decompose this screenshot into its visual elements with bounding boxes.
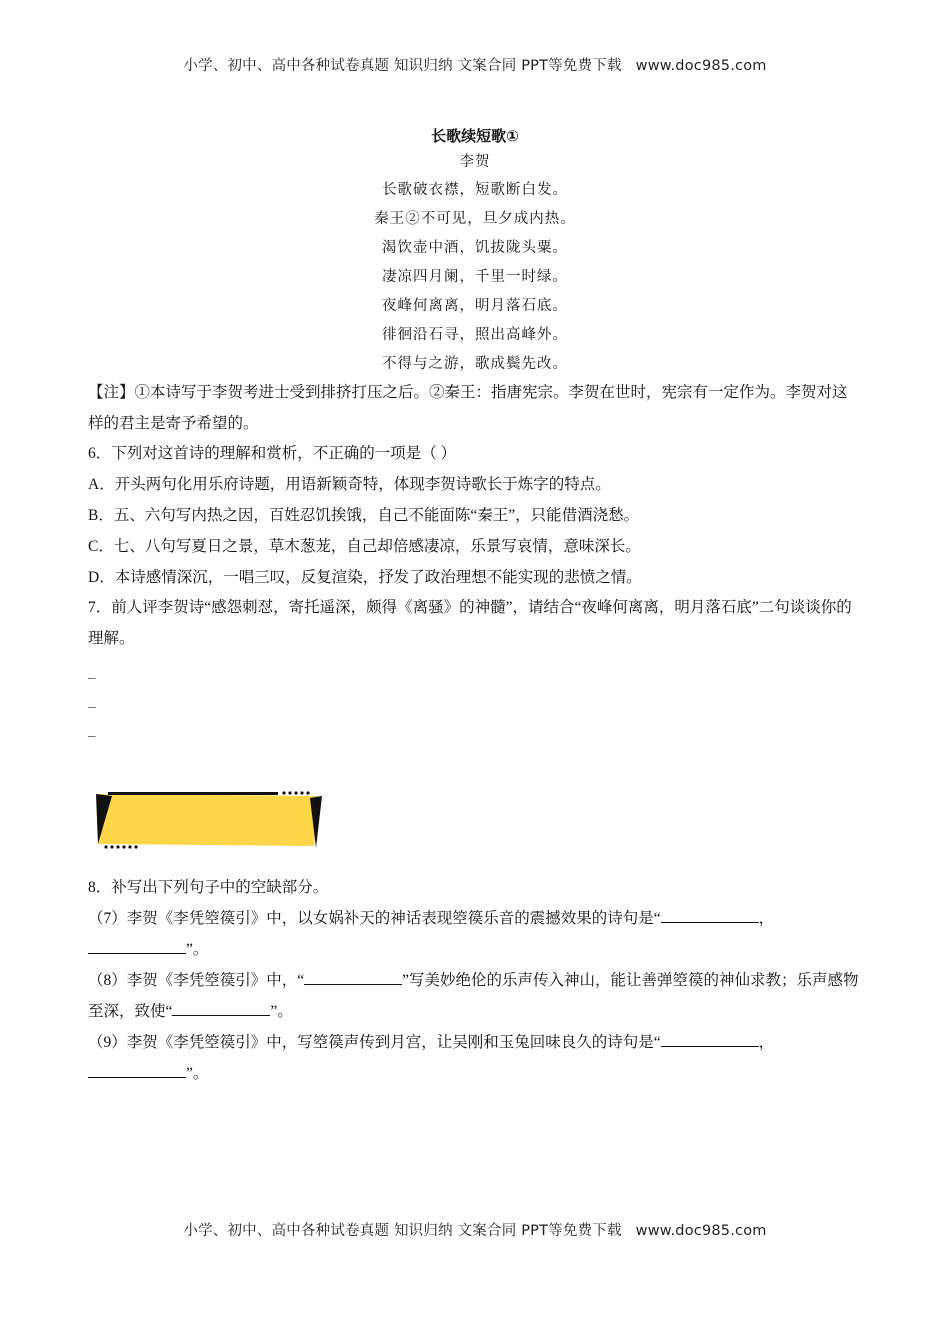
- poem-line: 夜峰何离离，明月落石底。: [382, 298, 568, 314]
- banner-dot: [128, 845, 131, 848]
- footer-text: 小学、初中、高中各种试卷真题 知识归纳 文案合同 PPT等免费下载: [183, 1223, 622, 1239]
- question-6-stem: 6．下列对这首诗的理解和赏析，不正确的一项是（ ）: [88, 445, 457, 462]
- answer-blank[interactable]: [661, 904, 759, 923]
- answer-line: _: [88, 661, 96, 679]
- banner-dot: [122, 845, 125, 848]
- banner-dot: [110, 845, 113, 848]
- question-8: [88, 872, 863, 1089]
- poem-line: 长歌破衣襟，短歌断白发。: [382, 182, 568, 198]
- question-8-stem: 8．补写出下列句子中的空缺部分。: [88, 879, 329, 896]
- note-text: ①本诗写于李贺考进士受到排挤打压之后。②秦王：指唐宪宗。李贺在世时，宪宗有一定作为。李贺对这样的君主是寄予希望的。: [88, 384, 848, 432]
- option-c: C．七、八句写夏日之景，草木葱茏，自己却倍感凄凉，乐景写哀情，意味深长。: [88, 538, 641, 555]
- option-a: A．开头两句化用乐府诗题，用语新颖奇特，体现李贺诗歌长于炼字的特点。: [88, 476, 611, 493]
- answer-blank[interactable]: [172, 997, 270, 1016]
- banner-dot: [306, 791, 309, 794]
- footer-site-link[interactable]: www.doc985.com: [635, 1223, 767, 1239]
- answer-line: _: [88, 719, 96, 737]
- answer-blank[interactable]: [304, 966, 402, 985]
- answer-lines: [88, 656, 96, 743]
- banner-dot: [116, 845, 119, 848]
- question-7-stem: 7．前人评李贺诗“感怨刺怼，寄托遥深，颇得《离骚》的神髓”，请结合“夜峰何离离，明月落石底”二句谈谈你的理解。: [88, 599, 852, 647]
- banner-dot: [134, 845, 137, 848]
- banner-dot: [300, 791, 303, 794]
- poem-title: 长歌续短歌①: [431, 127, 519, 145]
- poem-note: [88, 377, 863, 439]
- page-footer: [0, 1219, 950, 1240]
- banner-dot: [104, 845, 107, 848]
- question-6: [88, 438, 863, 593]
- banner-yellow-shape: [96, 794, 318, 846]
- section-banner-graphic: [92, 790, 324, 850]
- banner-dot: [282, 791, 285, 794]
- banner-dot: [288, 791, 291, 794]
- answer-blank[interactable]: [88, 1059, 186, 1078]
- option-b: B．五、六句写内热之因，百姓忍饥挨饿，自己不能面陈“秦王”，只能借酒浇愁。: [88, 507, 640, 524]
- question-7: [88, 592, 863, 654]
- poem-line: 秦王②不可见，旦夕成内热。: [374, 211, 576, 227]
- header-text: 小学、初中、高中各种试卷真题 知识归纳 文案合同 PPT等免费下载: [183, 58, 622, 74]
- poem-author: 李贺: [459, 154, 491, 170]
- banner-dot: [294, 791, 297, 794]
- answer-blank[interactable]: [661, 1028, 759, 1047]
- poem-line: 渴饮壶中酒，饥拔陇头粟。: [382, 240, 568, 256]
- note-label: 【注】: [88, 384, 135, 401]
- question-8-item-8: （8）李贺《李凭箜篌引》中，“ ”写美妙绝伦的乐声传入神山，能让善弹箜篌的神仙求教；乐声感物至深，致使“ ”。: [88, 965, 863, 1027]
- answer-blank[interactable]: [88, 935, 186, 954]
- poem-line: 徘徊沿石寻，照出高峰外。: [382, 327, 568, 343]
- question-8-item-7: （7）李贺《李凭箜篌引》中，以女娲补天的神话表现箜篌乐音的震撼效果的诗句是“ ， ”。: [88, 903, 863, 965]
- poem-line: 凄凉四月阑，千里一时绿。: [382, 269, 568, 285]
- poem-line: 不得与之游，歌成鬓先改。: [382, 356, 568, 372]
- answer-line: _: [88, 690, 96, 708]
- header-site-link[interactable]: www.doc985.com: [635, 58, 767, 74]
- banner-top-bar: [108, 792, 278, 795]
- page-header: [0, 54, 950, 75]
- poem: [0, 124, 950, 379]
- option-d: D．本诗感情深沉，一唱三叹，反复渲染，抒发了政治理想不能实现的悲愤之情。: [88, 569, 642, 586]
- question-8-item-9: （9）李贺《李凭箜篌引》中，写箜篌声传到月宫，让吴刚和玉兔回味良久的诗句是“ ， ”。: [88, 1027, 863, 1089]
